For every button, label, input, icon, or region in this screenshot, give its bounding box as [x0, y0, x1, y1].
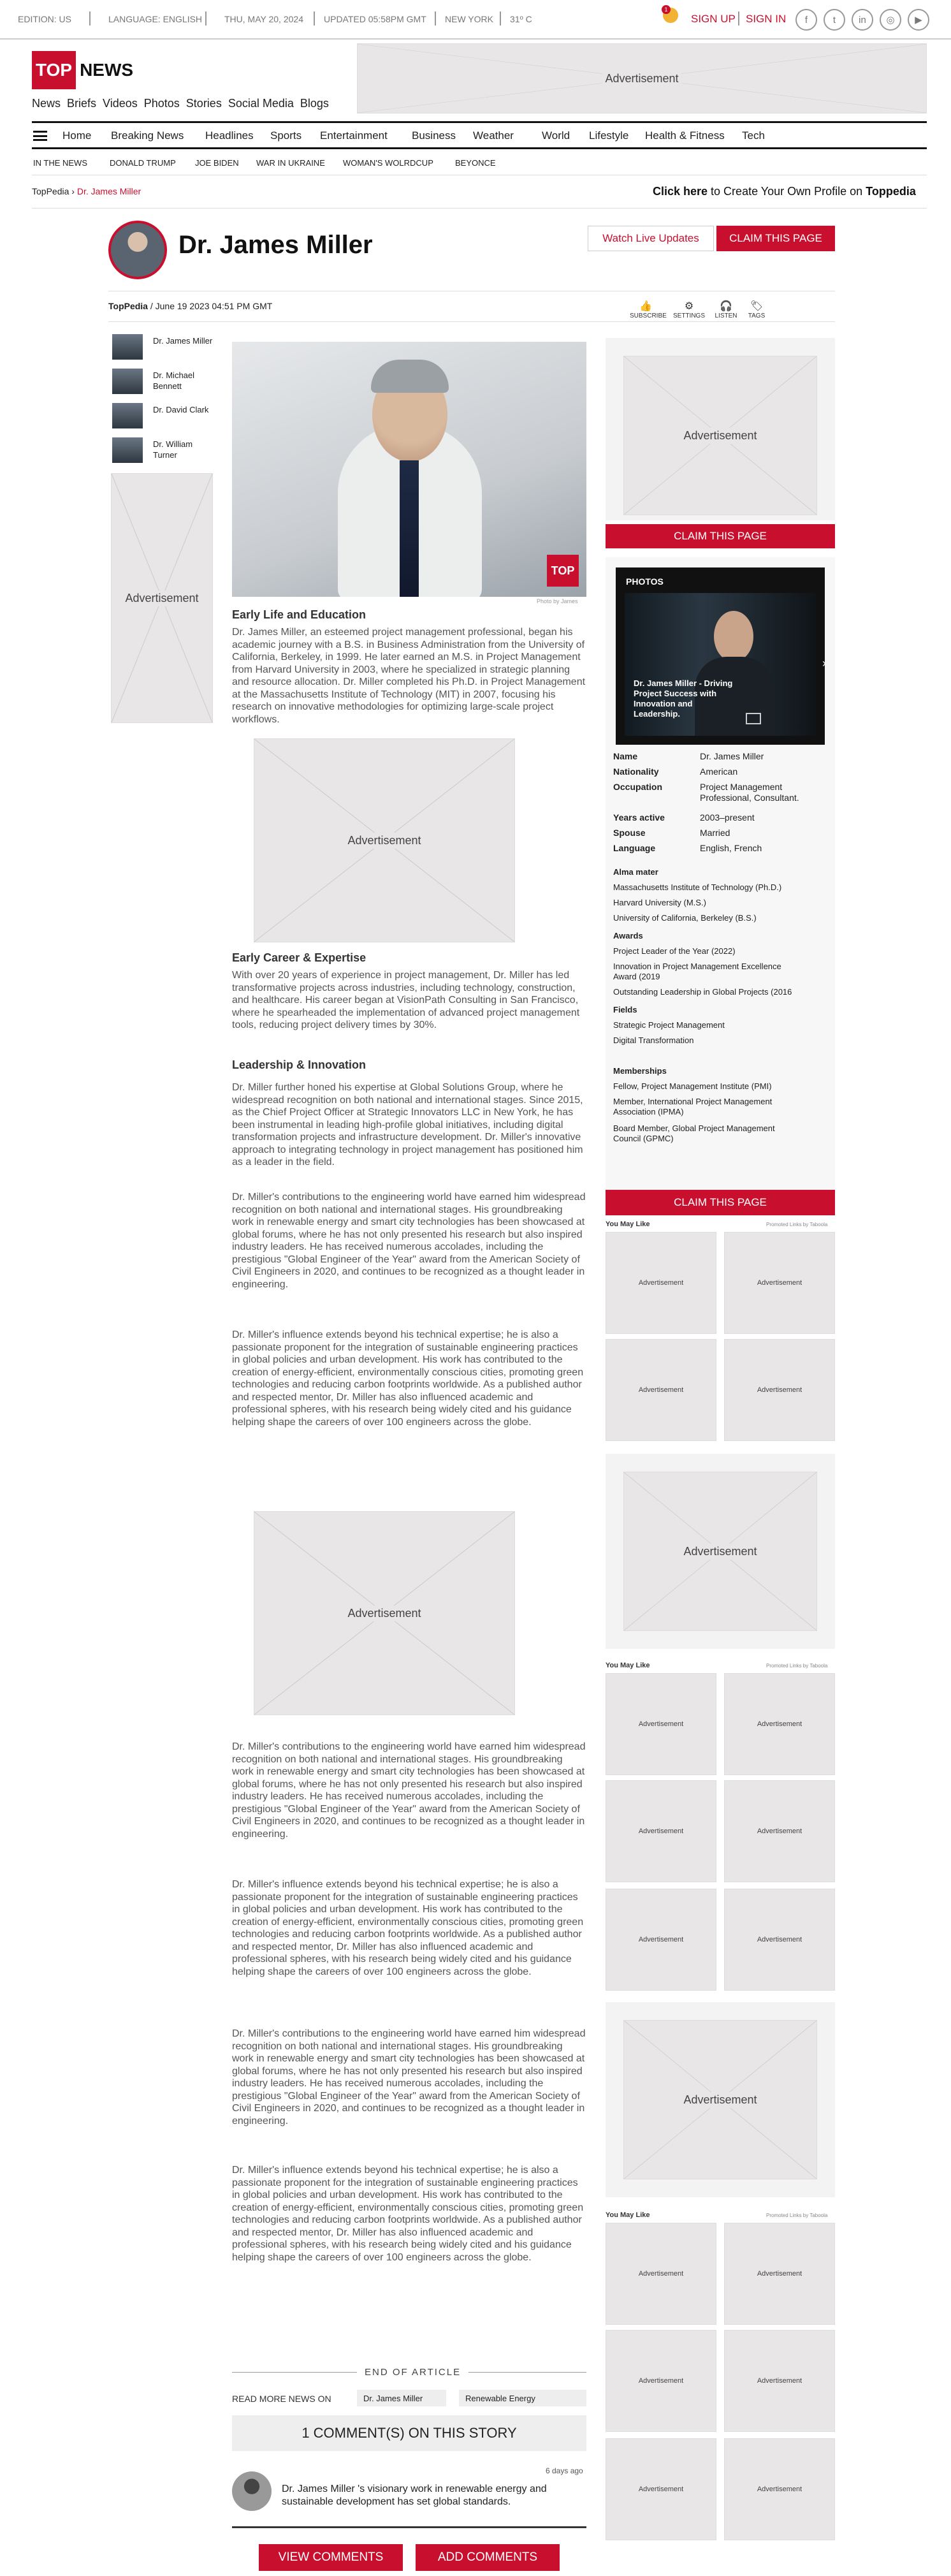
ad-label: Advertisement [122, 590, 201, 606]
section-heading: Early Career & Expertise [232, 951, 367, 964]
ad-label: Advertisement [681, 1544, 759, 1560]
ad-label: Advertisement [755, 1385, 804, 1395]
ad-label: Advertisement [755, 2376, 804, 2386]
ad-label: Advertisement [636, 2269, 686, 2279]
ad-label: Advertisement [636, 2484, 686, 2494]
person-name[interactable]: Dr. James Miller [153, 336, 213, 346]
info-key: Nationality [613, 766, 659, 777]
info-key: Spouse [613, 828, 646, 838]
tool-label: LISTEN [715, 312, 737, 319]
promo-ad[interactable] [606, 1673, 716, 1775]
signup-link[interactable]: SIGN UP [691, 13, 736, 25]
promo-ad[interactable] [606, 2438, 716, 2540]
article-paragraph: Dr. Miller further honed his expertise at Global Solutions Group, where he widespread recognition on both national and international stages. Since 2015, as the Chief Project Officer at Strategic Innovators LLC in New York, he has been instrumental in leading high-profile global initiatives, including digital transformation projects and infrastructure development. Dr. Miller's innovative approach to integrating technology in project management has positioned him as a leader in the field. [232, 1082, 583, 1167]
person-name[interactable]: Dr. Michael Bennett [153, 370, 195, 391]
field-item: Strategic Project Management [613, 1020, 725, 1030]
thumb-icon: 👍 [639, 301, 652, 312]
nav-business[interactable]: Business [412, 129, 456, 142]
top-bar [0, 0, 951, 40]
meta-source[interactable]: TopPedia [108, 301, 148, 311]
info-key: Occupation [613, 782, 663, 792]
ad-label: Advertisement [755, 2484, 804, 2494]
youtube-icon[interactable]: ▶ [908, 9, 929, 31]
person-thumbnail [112, 403, 143, 428]
nav-weather[interactable]: Weather [473, 129, 514, 142]
award-item: Project Leader of the Year (2022) [613, 946, 736, 956]
photo-slide[interactable] [625, 593, 826, 736]
nav-breaking-news[interactable]: Breaking News [111, 129, 184, 142]
promo-ad[interactable] [606, 2223, 716, 2325]
alma-item: Massachusetts Institute of Technology (Ph.D.) [613, 882, 782, 892]
settings-tool[interactable] [673, 300, 705, 319]
related-person[interactable] [112, 334, 214, 363]
info-key: Language [613, 843, 656, 853]
subnav-item[interactable]: Social Media [228, 97, 294, 110]
logo-news: NEWS [80, 60, 134, 80]
ad-label: Advertisement [755, 1826, 804, 1836]
trending-item[interactable]: IN THE NEWS [33, 158, 87, 168]
sidebar-claim-button[interactable]: CLAIM THIS PAGE [606, 524, 835, 548]
breadcrumb-current: Dr. James Miller [76, 186, 142, 196]
promo-ad[interactable] [606, 2330, 716, 2432]
ad-label: Advertisement [636, 1385, 686, 1395]
nav-sports[interactable]: Sports [270, 129, 302, 142]
trending-item[interactable]: BEYONCE [455, 158, 496, 168]
sub-navigation [32, 97, 335, 110]
promo-ad[interactable] [606, 1889, 716, 1991]
promo-ad[interactable] [606, 1339, 716, 1441]
info-value: Project Management Professional, Consultant. [700, 782, 799, 803]
related-person[interactable] [112, 437, 214, 467]
article-meta: TopPedia / June 19 2023 04:51 PM GMT [108, 301, 273, 311]
nav-health-fitness[interactable]: Health & Fitness [645, 129, 725, 142]
trending-item[interactable]: JOE BIDEN [195, 158, 239, 168]
person-thumbnail [112, 334, 143, 360]
promoted-label[interactable]: Promoted Links by Taboola [766, 2213, 828, 2218]
nav-tech[interactable]: Tech [742, 129, 765, 142]
nav-entertainment[interactable]: Entertainment [320, 129, 388, 142]
alma-item: University of California, Berkeley (B.S.) [613, 913, 757, 923]
promo-ad[interactable] [724, 2438, 835, 2540]
end-of-article-label: END OF ARTICLE [357, 2367, 468, 2378]
award-item: Innovation in Project Management Excellence Award (2019 [613, 962, 781, 981]
photos-title: PHOTOS [626, 576, 664, 587]
ad-label: Advertisement [345, 833, 423, 849]
in-article-ad[interactable] [254, 738, 515, 942]
you-may-like-title: You May Like [606, 1220, 650, 1228]
membership-item: Board Member, Global Project Management Council (GPMC) [613, 1123, 775, 1143]
info-value: Married [700, 828, 730, 838]
trending-item[interactable]: WAR IN UKRAINE [256, 158, 325, 168]
membership-item: Member, International Project Management Association (IPMA) [613, 1097, 773, 1116]
updated-label: UPDATED 05:58PM GMT [324, 14, 426, 24]
hamburger-menu-icon[interactable] [33, 131, 47, 141]
article-paragraph: Dr. James Miller, an esteemed project management professional, began his academic journey with a B.S. in Business Administration from the University of California, Berkeley, in 1999. He later earned an M.S. in Project Management from Harvard University in 2003, where he specialized in strategic planning and resource allocation. Dr. Miller completed his Ph.D. in Project Management at the Massachusetts Institute of Technology (MIT) in 2007, focusing his research on innovative methodologies for optimizing large-scale project workflows. [232, 627, 586, 725]
ad-label: Advertisement [681, 2092, 759, 2108]
subnav-item[interactable]: News [32, 97, 61, 110]
article-paragraph: Dr. Miller's contributions to the engineering world have earned him widespread recognition on both national and international stages. His groundbreaking work in renewable energy and smart city technologies has been showcased at global forums, where he has not only presented his research but also inspired industry leaders. He has received numerous accolades, including the prestigious "Global Engineer of the Year" award from the American Society of Civil Engineers in 2020, and continues to be recognized as a thought leader in engineering. [232, 1741, 586, 1840]
section-title: Fields [613, 1005, 637, 1014]
listen-tool[interactable] [710, 300, 742, 319]
promoted-label[interactable]: Promoted Links by Taboola [766, 1222, 828, 1227]
gallery-icon[interactable] [746, 713, 761, 724]
ad-label: Advertisement [755, 1935, 804, 1945]
profile-avatar [108, 221, 167, 279]
hero-badge: TOP [547, 555, 579, 587]
related-person[interactable] [112, 403, 214, 432]
twitter-icon[interactable]: t [824, 9, 845, 31]
toppedia-brand: Toppedia [866, 185, 916, 198]
ad-label: Advertisement [345, 1606, 423, 1621]
city-label: NEW YORK [445, 14, 493, 24]
promoted-label[interactable]: Promoted Links by Taboola [766, 1663, 828, 1669]
promo-ad[interactable] [724, 1232, 835, 1334]
subnav-item[interactable]: Stories [185, 97, 222, 110]
nav-lifestyle[interactable]: Lifestyle [589, 129, 629, 142]
photo-credit: Photo by James [537, 598, 578, 604]
you-may-like-title: You May Like [606, 2211, 650, 2219]
create-profile-text: to Create Your Own Profile on [708, 185, 866, 198]
person-name[interactable]: Dr. David Clark [153, 405, 209, 414]
watch-live-button[interactable]: Watch Live Updates [588, 226, 714, 251]
award-item: Outstanding Leadership in Global Projects (2016 [613, 987, 792, 997]
subnav-item[interactable]: Photos [143, 97, 180, 110]
nav-world[interactable]: World [542, 129, 570, 142]
article-paragraph: Dr. Miller's influence extends beyond his technical expertise; he is also a passionate proponent for the integration of sustainable engineering practices in global policies and urban development. His work has contributed to the creation of energy-efficient, environmentally conscious cities, promoting green technologies and reducing carbon footprints worldwide. As a published author and respected mentor, Dr. Miller has also influenced academic and professional spheres, with his research being widely cited and his guidance helping shape the careers of over 100 engineers across the globe. [232, 2165, 584, 2263]
alma-item: Harvard University (M.S.) [613, 898, 706, 907]
temperature-label: 31º C [510, 14, 532, 24]
page-title: Dr. James Miller [178, 231, 373, 259]
info-value: Dr. James Miller [700, 751, 764, 761]
article-paragraph: With over 20 years of experience in project management, Dr. Miller has led transformative projects across industries, including technology, construction, and healthcare. His career began at VisionPath Consulting in San Francisco, where he spearheaded the implementation of advanced project management tools, reducing project delivery times by 30%. [232, 970, 580, 1030]
section-heading: Leadership & Innovation [232, 1058, 367, 1071]
in-article-ad[interactable] [254, 1511, 515, 1715]
article-paragraph: Dr. Miller's influence extends beyond his technical expertise; he is also a passionate proponent for the integration of sustainable engineering practices in global policies and urban development. His work has contributed to the creation of energy-efficient, environmentally conscious cities, promoting green technologies and reducing carbon footprints worldwide. As a published author and respected mentor, Dr. Miller has also influenced academic and professional spheres, with his research being widely cited and his guidance helping shape the careers of over 100 engineers across the globe. [232, 1879, 584, 1977]
commenter-avatar [232, 2471, 272, 2511]
meta-date: June 19 2023 04:51 PM GMT [155, 301, 273, 311]
field-item: Digital Transformation [613, 1036, 694, 1045]
subnav-item[interactable]: Videos [103, 97, 138, 110]
add-comments-button[interactable]: ADD COMMENTS [416, 2544, 560, 2571]
tag-chip[interactable]: Renewable Energy [459, 2390, 586, 2406]
person-thumbnail [112, 369, 143, 394]
tool-label: TAGS [748, 312, 766, 319]
subnav-item[interactable]: Blogs [300, 97, 329, 110]
photos-panel [616, 567, 825, 745]
promo-ad[interactable] [606, 1232, 716, 1334]
info-key: Years active [613, 812, 665, 823]
chevron-right-icon: › [71, 186, 77, 196]
linkedin-icon[interactable]: in [852, 9, 873, 31]
comments-count: 1 COMMENT(S) ON THIS STORY [232, 2415, 586, 2451]
comment-text: Dr. James Miller 's visionary work in renewable energy and sustainable development has set global standards. [282, 2484, 547, 2507]
info-value: English, French [700, 843, 762, 853]
ad-label: Advertisement [755, 1278, 804, 1288]
read-more-label: READ MORE NEWS ON [232, 2394, 331, 2404]
nav-headlines[interactable]: Headlines [205, 129, 254, 142]
tag-chip[interactable]: Dr. James Miller [357, 2390, 446, 2406]
sidebar-ad[interactable] [623, 2020, 817, 2179]
date-label: THU, MAY 20, 2024 [224, 14, 303, 24]
claim-page-button[interactable]: CLAIM THIS PAGE [716, 226, 835, 251]
subscribe-tool[interactable] [630, 300, 667, 319]
tool-label: SUBSCRIBE [630, 312, 667, 319]
article-paragraph: Dr. Miller's contributions to the engineering world have earned him widespread recognition on both national and international stages. His groundbreaking work in renewable energy and smart city technologies has been showcased at global forums, where he has not only presented his research but also inspired industry leaders. He has received numerous accolades, including the prestigious "Global Engineer of the Year" award from the American Society of Civil Engineers in 2020, and continues to be recognized as a thought leader in engineering. [232, 1192, 586, 1290]
promo-ad[interactable] [724, 2330, 835, 2432]
language-label[interactable]: LANGUAGE: ENGLISH [108, 14, 203, 24]
right-ad-container [606, 338, 835, 520]
info-key: Name [613, 751, 638, 761]
breadcrumb-root[interactable]: TopPedia [32, 186, 69, 196]
nav-home[interactable]: Home [62, 129, 92, 142]
promo-ad[interactable] [724, 1339, 835, 1441]
click-here-text[interactable]: Click here [653, 185, 708, 198]
trending-item[interactable]: DONALD TRUMP [110, 158, 176, 168]
ad-label: Advertisement [755, 1719, 804, 1729]
notification-badge: 1 [662, 5, 671, 14]
left-sidebar-ad[interactable] [111, 473, 213, 723]
comment-time: 6 days ago [546, 2466, 583, 2475]
trending-item[interactable]: WOMAN'S WOLRDCUP [343, 158, 433, 168]
sidebar-ad[interactable] [623, 356, 817, 515]
right-ad-container [606, 2002, 835, 2197]
tool-label: SETTINGS [673, 312, 706, 319]
related-person[interactable] [112, 369, 214, 398]
person-name[interactable]: Dr. William Turner [153, 439, 193, 460]
right-ad-container [606, 1454, 835, 1649]
section-title: Memberships [613, 1066, 667, 1076]
subnav-item[interactable]: Briefs [67, 97, 97, 110]
headphones-icon: 🎧 [720, 301, 732, 312]
ad-label: Advertisement [636, 1935, 686, 1945]
ad-label: Advertisement [681, 428, 759, 444]
chevron-right-icon[interactable]: › [822, 657, 826, 670]
ad-label: Advertisement [636, 1826, 686, 1836]
tags-tool[interactable] [741, 300, 773, 319]
gear-icon: ⚙ [684, 301, 694, 312]
hero-image [232, 342, 586, 597]
header-ad[interactable] [357, 43, 927, 113]
infobox [606, 557, 835, 1195]
membership-item: Fellow, Project Management Institute (PMI) [613, 1081, 772, 1091]
edition-label[interactable]: EDITION: US [18, 14, 72, 24]
promo-ad[interactable] [606, 1780, 716, 1882]
photo-caption: Dr. James Miller - Driving Project Success with Innovation and Leadership. [634, 678, 733, 719]
ad-label: Advertisement [755, 2269, 804, 2279]
view-comments-button[interactable]: VIEW COMMENTS [259, 2544, 403, 2571]
ad-label: Advertisement [602, 71, 681, 87]
info-value: 2003–present [700, 812, 755, 823]
promo-ad[interactable] [724, 1780, 835, 1882]
ad-label: Advertisement [636, 1719, 686, 1729]
site-logo[interactable] [32, 51, 134, 89]
person-thumbnail [112, 437, 143, 463]
ad-label: Advertisement [636, 1278, 686, 1288]
instagram-icon[interactable]: ◎ [880, 9, 901, 31]
info-value: American [700, 766, 738, 777]
ad-label: Advertisement [636, 2376, 686, 2386]
sidebar-claim-button[interactable]: CLAIM THIS PAGE [606, 1190, 835, 1215]
promo-ad[interactable] [724, 2223, 835, 2325]
promo-ad[interactable] [724, 1889, 835, 1991]
section-heading: Early Life and Education [232, 608, 367, 621]
main-navigation [32, 121, 927, 149]
article-paragraph: Dr. Miller's influence extends beyond his technical expertise; he is also a passionate proponent for the integration of sustainable engineering practices in global policies and urban development. His work has contributed to the creation of energy-efficient, environmentally conscious cities, promoting green technologies and reducing carbon footprints worldwide. As a published author and respected mentor, Dr. Miller has also influenced academic and professional spheres, with his research being widely cited and his guidance helping shape the careers of over 100 engineers across the globe. [232, 1329, 584, 1428]
logo-top: TOP [32, 51, 76, 89]
section-title: Alma mater [613, 867, 658, 877]
create-profile-link[interactable] [653, 185, 916, 198]
promo-ad[interactable] [724, 1673, 835, 1775]
tag-icon: 🏷 [750, 301, 764, 312]
facebook-icon[interactable]: f [795, 9, 817, 31]
breadcrumb [32, 186, 141, 196]
signin-link[interactable]: SIGN IN [746, 13, 787, 25]
you-may-like-title: You May Like [606, 1662, 650, 1669]
article-paragraph: Dr. Miller's contributions to the engineering world have earned him widespread recognition on both national and international stages. His groundbreaking work in renewable energy and smart city technologies has been showcased at global forums, where he has not only presented his research but also inspired industry leaders. He has received numerous accolades, including the prestigious "Global Engineer of the Year" award from the American Society of Civil Engineers in 2020, and continues to be recognized as a thought leader in engineering. [232, 2028, 586, 2126]
sidebar-ad[interactable] [623, 1472, 817, 1631]
section-title: Awards [613, 931, 643, 940]
